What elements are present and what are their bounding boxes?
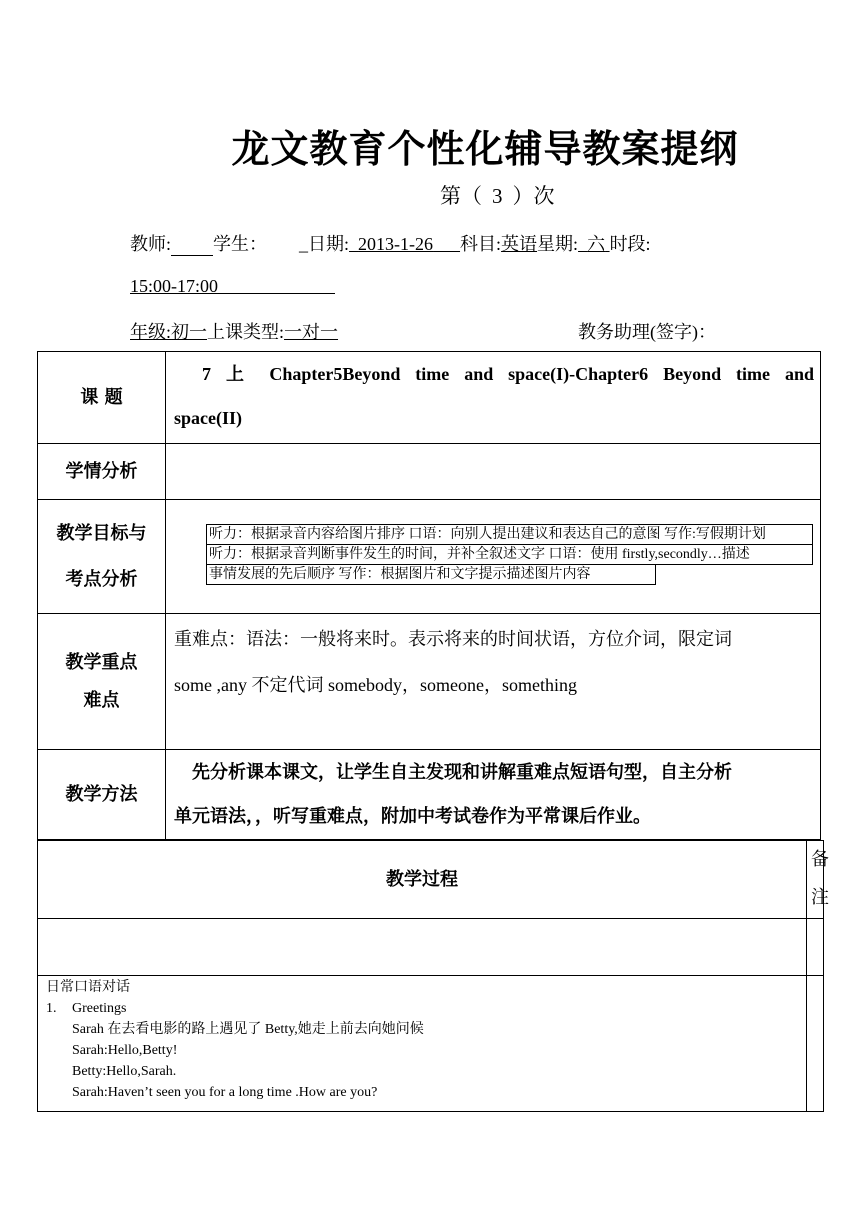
goal-line-2: 听力：根据录音判断事件发生的时间，并补全叙述文字 口语：使用 firstly,secondly…描述 bbox=[206, 545, 813, 565]
period-label: 时段: bbox=[609, 234, 651, 254]
key-points-label bbox=[38, 614, 166, 750]
weekday-value[interactable]: 六 bbox=[587, 234, 606, 254]
subject-value[interactable]: 英语 bbox=[501, 234, 538, 254]
analysis-label: 学情分析 bbox=[38, 444, 166, 500]
topic-line-1: 7 上 Chapter5Beyond time and space(I)-Chapter6 Beyond time and bbox=[202, 364, 814, 384]
method-label: 教学方法 bbox=[38, 750, 166, 840]
process-table bbox=[37, 840, 829, 1112]
key-points-label-line-2: 难点 bbox=[83, 689, 120, 711]
dialogue-cell bbox=[38, 976, 807, 1112]
goals-label-line-2: 考点分析 bbox=[65, 568, 138, 590]
dialogue-line-2: Sarah:Hello,Betty! bbox=[72, 1043, 178, 1058]
session-suffix: ）次 bbox=[512, 184, 555, 208]
session-prefix: 第（ bbox=[440, 184, 482, 208]
method-cell bbox=[166, 750, 821, 840]
session-count bbox=[440, 180, 555, 210]
key-points-cell bbox=[166, 614, 821, 750]
key-points-line-2: some ,any 不定代词 somebody，someone，something bbox=[174, 675, 577, 695]
dialogue-line-1: Sarah 在去看电影的路上遇见了 Betty,她走上前去向她问候 bbox=[72, 1022, 424, 1037]
info-line-2 bbox=[130, 276, 335, 297]
weekday-label: 星期: bbox=[537, 234, 579, 254]
class-type-value[interactable]: 一对一 bbox=[284, 322, 339, 342]
info-line-1 bbox=[130, 230, 651, 256]
method-line-1: 先分析课本课文，让学生自主发现和讲解重难点短语句型，自主分析 bbox=[192, 761, 732, 783]
topic-cell bbox=[166, 352, 821, 444]
remark-line-1: 备 bbox=[811, 849, 829, 870]
dialogue-row bbox=[38, 976, 824, 1112]
process-header-row bbox=[38, 841, 824, 919]
date-label: _日期: bbox=[299, 234, 350, 254]
process-label: 教学过程 bbox=[38, 841, 807, 919]
date-value[interactable]: 2013-1-26 bbox=[358, 234, 434, 254]
topic-label: 课 题 bbox=[38, 352, 166, 444]
class-type-label: 上课类型: bbox=[207, 322, 285, 342]
lesson-plan-table bbox=[37, 351, 821, 840]
remark-dialogue-cell[interactable] bbox=[807, 976, 824, 1112]
process-blank-row bbox=[38, 919, 824, 976]
remark-header bbox=[807, 841, 829, 919]
goals-label-line-1: 教学目标与 bbox=[56, 522, 147, 544]
remark-blank-cell[interactable] bbox=[807, 919, 824, 976]
process-blank-cell[interactable] bbox=[38, 919, 807, 976]
topic-line-2: space(II) bbox=[174, 408, 242, 428]
goals-cell bbox=[166, 500, 821, 614]
dialogue-item bbox=[46, 998, 806, 1019]
dialogue-line-3: Betty:Hello,Sarah. bbox=[72, 1064, 177, 1079]
goal-line-1: 听力：根据录音内容给图片排序 口语：向别人提出建议和表达自己的意图 写作:写假期计划 bbox=[206, 524, 813, 545]
subject-label: 科目: bbox=[460, 234, 502, 254]
analysis-cell[interactable] bbox=[166, 444, 821, 500]
goals-label bbox=[38, 500, 166, 614]
method-row bbox=[38, 750, 821, 840]
grade-value[interactable]: 初一 bbox=[171, 322, 208, 342]
dialogue-item-number: 1. bbox=[46, 1001, 57, 1016]
period-value[interactable]: 15:00-17:00 bbox=[130, 276, 218, 296]
teacher-label: 教师: bbox=[130, 234, 172, 254]
remark-line-2: 注 bbox=[811, 887, 829, 908]
dialogue-line-4: Sarah:Haven’t seen you for a long time .How are you? bbox=[72, 1085, 378, 1100]
topic-row bbox=[38, 352, 821, 444]
goals-row bbox=[38, 500, 821, 614]
session-number: 3 bbox=[492, 184, 503, 208]
document-title: 龙文教育个性化辅导教案提纲 bbox=[231, 127, 739, 171]
student-label: 学生： bbox=[213, 234, 268, 254]
method-line-2: 单元语法，，听写重难点，附加中考试卷作为平常课后作业。 bbox=[174, 805, 651, 827]
dialogue-heading: 日常口语对话 bbox=[46, 980, 130, 995]
key-points-row bbox=[38, 614, 821, 750]
key-points-line-1: 重难点：语法：一般将来时。表示将来的时间状语，方位介词，限定词 bbox=[174, 629, 732, 649]
info-line-3 bbox=[130, 318, 338, 344]
analysis-row bbox=[38, 444, 821, 500]
dialogue-item-title: Greetings bbox=[72, 1001, 127, 1016]
goal-line-3: 事情发展的先后顺序 写作：根据图片和文字提示描述图片内容 bbox=[206, 565, 656, 585]
grade-label: 年级: bbox=[130, 322, 172, 342]
key-points-label-line-1: 教学重点 bbox=[65, 651, 138, 673]
teacher-field[interactable] bbox=[171, 237, 213, 256]
assistant-label: 教务助理(签字)： bbox=[578, 322, 716, 342]
